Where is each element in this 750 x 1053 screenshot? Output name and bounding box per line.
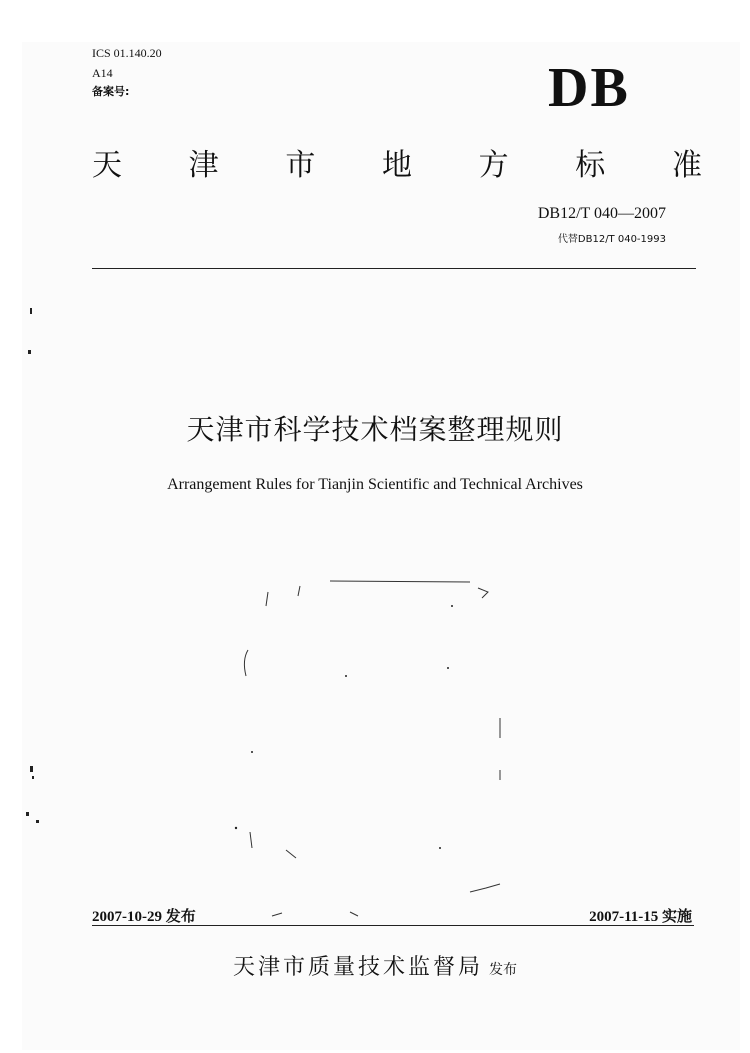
standard-number: DB12/T 040—2007 [537, 205, 666, 222]
replaces-standard: 代替DB12/T 040-1993 [557, 234, 666, 245]
standard-type-char: 准 [671, 148, 702, 183]
issue-date: 2007-10-29 发布 [92, 909, 196, 925]
classification-code: A14 [92, 66, 113, 80]
publisher-line [0, 950, 750, 981]
db-logo: DB [548, 57, 630, 119]
document-title-cn: 天津市科学技术档案整理规则 [186, 413, 564, 446]
implementation-date: 2007-11-15 实施 [589, 909, 692, 925]
publisher-name: 天津市质量技术监督局 [232, 955, 483, 980]
publisher-suffix: 发布 [489, 962, 517, 978]
standard-type-char: 津 [188, 148, 219, 183]
standard-type-char: 地 [381, 148, 412, 183]
standard-type-char: 方 [478, 148, 509, 183]
document-title-en: Arrangement Rules for Tianjin Scientific and Technical Archives [167, 476, 583, 493]
standard-type-char: 市 [285, 148, 316, 183]
standard-type-char: 标 [575, 148, 606, 183]
footer-divider [92, 925, 694, 926]
ics-code: ICS 01.140.20 [92, 46, 162, 60]
record-number-label: 备案号: [92, 85, 130, 98]
standard-type-char: 天 [92, 148, 122, 183]
